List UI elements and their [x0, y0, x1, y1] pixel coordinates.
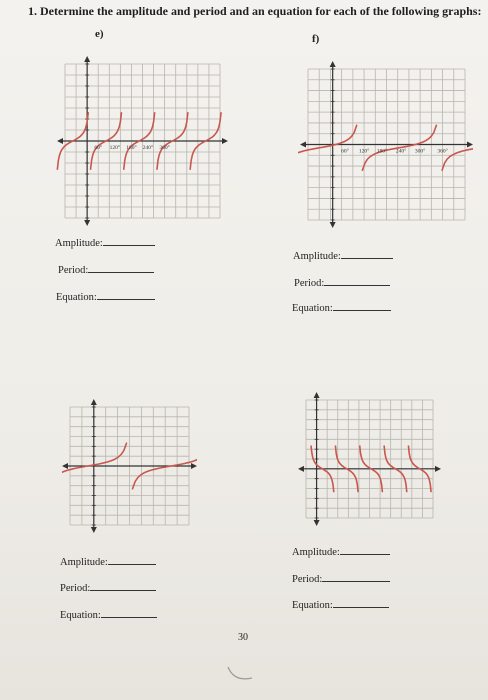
tick-label: 120° — [358, 148, 370, 155]
period-blank[interactable] — [90, 581, 156, 591]
graph-4-period-field — [292, 572, 390, 585]
y-arrow-up — [84, 56, 90, 62]
tick-label: 360° — [437, 148, 448, 155]
y-arrow-down — [314, 520, 320, 526]
equation-blank[interactable] — [333, 598, 389, 608]
y-arrow-down — [330, 222, 336, 228]
grid — [306, 400, 433, 518]
x-arrow-right — [467, 142, 473, 148]
x-arrow-left — [298, 466, 304, 472]
graph-e-label: e) — [95, 28, 104, 40]
graph-f-tangent — [298, 55, 473, 230]
y-arrow-down — [91, 527, 97, 533]
period-label: Period: — [60, 583, 91, 594]
equation-label: Equation: — [292, 600, 333, 611]
y-arrow-down — [84, 220, 90, 226]
period-blank[interactable] — [324, 276, 390, 286]
question-heading: 1. Determine the amplitude and period and an equation for each of the following graphs: — [28, 4, 482, 18]
amplitude-label: Amplitude: — [55, 238, 103, 249]
period-label: Period: — [58, 265, 89, 276]
amplitude-label: Amplitude: — [293, 251, 341, 262]
tick-label: 240° — [395, 148, 407, 155]
y-arrow-up — [330, 61, 336, 67]
graph-4-amplitude-field — [292, 545, 390, 558]
amplitude-label: Amplitude: — [292, 547, 340, 558]
tick-label: 60° — [341, 148, 349, 155]
equation-blank[interactable] — [97, 290, 155, 300]
x-arrow-left — [57, 138, 63, 144]
tick-label: 180° — [126, 145, 137, 151]
equation-label: Equation: — [60, 610, 101, 621]
graph-e-period-field — [58, 263, 154, 276]
tick-label: 240° — [142, 145, 154, 151]
amplitude-label: Amplitude: — [60, 557, 108, 568]
x-arrow-right — [222, 138, 228, 144]
amplitude-blank[interactable] — [103, 236, 155, 246]
graph-3-equation-field — [60, 608, 157, 621]
graph-f-equation-field — [292, 301, 391, 314]
x-arrow-left — [62, 463, 68, 469]
graph-e-equation-field — [56, 290, 155, 303]
period-blank[interactable] — [322, 572, 390, 582]
equation-label: Equation: — [292, 303, 333, 314]
tick-label: 180° — [376, 148, 388, 155]
period-label: Period: — [292, 574, 323, 585]
graph-f-amplitude-field — [293, 249, 393, 262]
graph-e-tangent — [55, 50, 230, 230]
y-arrow-up — [314, 392, 320, 398]
amplitude-blank[interactable] — [340, 545, 390, 555]
graph-4-tangent — [296, 388, 441, 530]
graph-3-amplitude-field — [60, 555, 156, 568]
x-arrow-left — [300, 142, 306, 148]
amplitude-blank[interactable] — [108, 555, 156, 565]
tick-label: 120° — [109, 145, 121, 151]
graph-f-label: f) — [312, 33, 320, 45]
equation-label: Equation: — [56, 292, 97, 303]
tick-label: 300° — [159, 145, 170, 151]
period-label: Period: — [294, 278, 325, 289]
period-blank[interactable] — [88, 263, 154, 273]
pencil-mark — [226, 664, 256, 686]
tick-label: 60° — [94, 145, 103, 151]
graph-3-tangent — [62, 395, 197, 535]
equation-blank[interactable] — [333, 301, 391, 311]
graph-3-period-field — [60, 581, 156, 594]
equation-blank[interactable] — [101, 608, 157, 618]
graph-4-equation-field — [292, 598, 389, 611]
x-arrow-right — [191, 463, 197, 469]
graph-f-period-field — [294, 276, 390, 289]
y-arrow-up — [91, 399, 97, 405]
page-number: 30 — [238, 632, 248, 643]
amplitude-blank[interactable] — [341, 249, 393, 259]
tick-label: 300° — [414, 148, 426, 155]
x-arrow-right — [435, 466, 441, 472]
graph-e-amplitude-field — [55, 236, 155, 249]
